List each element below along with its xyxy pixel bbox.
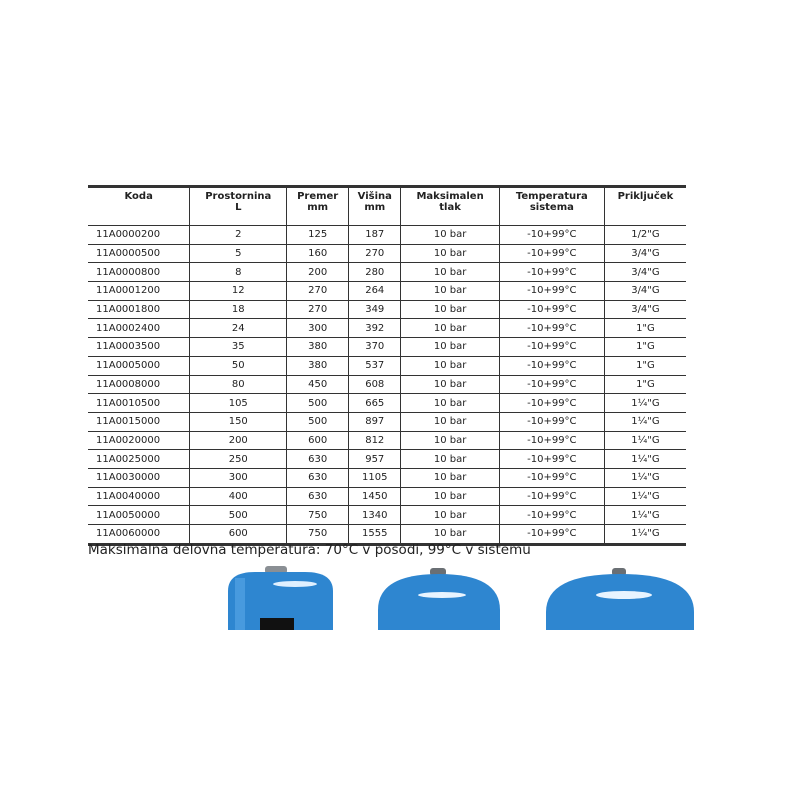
column-header bbox=[604, 187, 686, 226]
table-row bbox=[88, 356, 686, 375]
table-cell: -10+99°C bbox=[499, 244, 604, 263]
table-cell: 11A0005000 bbox=[88, 356, 190, 375]
table-cell: -10+99°C bbox=[499, 282, 604, 301]
table-row bbox=[88, 431, 686, 450]
table-cell: 10 bar bbox=[401, 468, 499, 487]
header-line-1: Koda bbox=[124, 191, 153, 202]
table-row bbox=[88, 300, 686, 319]
header-line-1: Priključek bbox=[617, 191, 674, 202]
table-cell: 8 bbox=[190, 263, 287, 282]
table-cell: 270 bbox=[349, 244, 401, 263]
table-cell: 18 bbox=[190, 300, 287, 319]
table-cell: 5 bbox=[190, 244, 287, 263]
column-header bbox=[190, 187, 287, 226]
table-cell: 250 bbox=[190, 450, 287, 469]
table-cell: 50 bbox=[190, 356, 287, 375]
table-cell: 11A0010500 bbox=[88, 394, 190, 413]
spec-table bbox=[88, 185, 686, 546]
table-cell: 10 bar bbox=[401, 263, 499, 282]
table-cell: 10 bar bbox=[401, 338, 499, 357]
header-line-2: mm bbox=[307, 202, 329, 213]
table-cell: -10+99°C bbox=[499, 468, 604, 487]
table-row bbox=[88, 506, 686, 525]
header-line-1: Prostornina bbox=[205, 191, 272, 202]
header-line-1: Premer bbox=[297, 191, 339, 202]
table-cell: 11A0000200 bbox=[88, 226, 190, 245]
table-cell: 10 bar bbox=[401, 487, 499, 506]
table-cell: 200 bbox=[190, 431, 287, 450]
table-cell: 392 bbox=[349, 319, 401, 338]
table-cell: 1¼"G bbox=[604, 468, 686, 487]
table-cell: 10 bar bbox=[401, 244, 499, 263]
table-cell: -10+99°C bbox=[499, 487, 604, 506]
tank-image-medium bbox=[376, 568, 502, 630]
table-cell: 264 bbox=[349, 282, 401, 301]
table-cell: 187 bbox=[349, 226, 401, 245]
table-cell: 10 bar bbox=[401, 394, 499, 413]
header-line-2: sistema bbox=[529, 202, 574, 213]
table-row bbox=[88, 263, 686, 282]
table-cell: 2 bbox=[190, 226, 287, 245]
table-cell: -10+99°C bbox=[499, 226, 604, 245]
table-cell: 500 bbox=[190, 506, 287, 525]
table-cell: 370 bbox=[349, 338, 401, 357]
table-cell: 3/4"G bbox=[604, 300, 686, 319]
table-row bbox=[88, 468, 686, 487]
table-cell: 270 bbox=[287, 282, 349, 301]
table-cell: 3/4"G bbox=[604, 244, 686, 263]
table-cell: -10+99°C bbox=[499, 263, 604, 282]
table-cell: 665 bbox=[349, 394, 401, 413]
table-cell: 10 bar bbox=[401, 356, 499, 375]
table-cell: 3/4"G bbox=[604, 282, 686, 301]
table-cell: 1¼"G bbox=[604, 431, 686, 450]
table-cell: 10 bar bbox=[401, 525, 499, 545]
table-cell: 1"G bbox=[604, 375, 686, 394]
table-header-row bbox=[88, 187, 686, 226]
table-cell: 10 bar bbox=[401, 300, 499, 319]
table-cell: 280 bbox=[349, 263, 401, 282]
table-row bbox=[88, 450, 686, 469]
table-cell: 380 bbox=[287, 356, 349, 375]
table-cell: 1/2"G bbox=[604, 226, 686, 245]
table-cell: 11A0060000 bbox=[88, 525, 190, 545]
table-cell: 1¼"G bbox=[604, 394, 686, 413]
table-cell: 1450 bbox=[349, 487, 401, 506]
header-line-2: L bbox=[235, 202, 242, 213]
table-cell: 11A0015000 bbox=[88, 412, 190, 431]
column-header bbox=[287, 187, 349, 226]
table-cell: 11A0030000 bbox=[88, 468, 190, 487]
table-cell: -10+99°C bbox=[499, 375, 604, 394]
table-cell: 10 bar bbox=[401, 375, 499, 394]
table-cell: 11A0025000 bbox=[88, 450, 190, 469]
table-cell: 24 bbox=[190, 319, 287, 338]
table-cell: -10+99°C bbox=[499, 356, 604, 375]
table-cell: 10 bar bbox=[401, 282, 499, 301]
table-row bbox=[88, 319, 686, 338]
column-header bbox=[401, 187, 499, 226]
header-line-2: tlak bbox=[439, 202, 461, 213]
table-cell: 11A0040000 bbox=[88, 487, 190, 506]
table-row bbox=[88, 394, 686, 413]
table-cell: 1¼"G bbox=[604, 525, 686, 545]
table-cell: 10 bar bbox=[401, 319, 499, 338]
table-row bbox=[88, 338, 686, 357]
table-cell: 125 bbox=[287, 226, 349, 245]
table-cell: 1¼"G bbox=[604, 412, 686, 431]
table-cell: 200 bbox=[287, 263, 349, 282]
table-cell: 1105 bbox=[349, 468, 401, 487]
table-cell: 812 bbox=[349, 431, 401, 450]
table-cell: 957 bbox=[349, 450, 401, 469]
table-cell: 11A0001800 bbox=[88, 300, 190, 319]
table-cell: 11A0000800 bbox=[88, 263, 190, 282]
table-cell: -10+99°C bbox=[499, 450, 604, 469]
table-cell: -10+99°C bbox=[499, 525, 604, 545]
column-header bbox=[349, 187, 401, 226]
table-cell: 1"G bbox=[604, 356, 686, 375]
max-temperature-note: Maksimalna delovna temperatura: 70°C v posodi, 99°C v sistemu bbox=[88, 542, 531, 558]
header-line-1: Višina bbox=[357, 191, 392, 202]
table-row bbox=[88, 226, 686, 245]
table-cell: 1¼"G bbox=[604, 487, 686, 506]
table-cell: 1¼"G bbox=[604, 450, 686, 469]
table-cell: 11A0001200 bbox=[88, 282, 190, 301]
table-cell: 1"G bbox=[604, 338, 686, 357]
table-cell: 10 bar bbox=[401, 450, 499, 469]
table-cell: 1¼"G bbox=[604, 506, 686, 525]
table-cell: -10+99°C bbox=[499, 319, 604, 338]
column-header bbox=[499, 187, 604, 226]
table-cell: -10+99°C bbox=[499, 300, 604, 319]
table-cell: 300 bbox=[190, 468, 287, 487]
table-cell: -10+99°C bbox=[499, 412, 604, 431]
table-cell: 80 bbox=[190, 375, 287, 394]
table-cell: 630 bbox=[287, 487, 349, 506]
table-cell: 11A0008000 bbox=[88, 375, 190, 394]
table-cell: 750 bbox=[287, 525, 349, 545]
table-cell: 537 bbox=[349, 356, 401, 375]
table-cell: 10 bar bbox=[401, 506, 499, 525]
table-cell: 380 bbox=[287, 338, 349, 357]
table-cell: 150 bbox=[190, 412, 287, 431]
table-cell: -10+99°C bbox=[499, 338, 604, 357]
table-cell: -10+99°C bbox=[499, 506, 604, 525]
table-row bbox=[88, 375, 686, 394]
table-row bbox=[88, 412, 686, 431]
table-cell: 600 bbox=[287, 431, 349, 450]
table-cell: 630 bbox=[287, 450, 349, 469]
table-cell: 1555 bbox=[349, 525, 401, 545]
table-cell: 270 bbox=[287, 300, 349, 319]
header-line-1: Temperatura bbox=[515, 191, 588, 202]
table-row bbox=[88, 244, 686, 263]
table-cell: 105 bbox=[190, 394, 287, 413]
table-cell: 3/4"G bbox=[604, 263, 686, 282]
table-cell: 11A0003500 bbox=[88, 338, 190, 357]
table-cell: 600 bbox=[190, 525, 287, 545]
table-cell: 450 bbox=[287, 375, 349, 394]
table-row bbox=[88, 487, 686, 506]
table-cell: 160 bbox=[287, 244, 349, 263]
table-cell: 608 bbox=[349, 375, 401, 394]
table-row bbox=[88, 282, 686, 301]
table-cell: 11A0000500 bbox=[88, 244, 190, 263]
table-cell: 630 bbox=[287, 468, 349, 487]
table-cell: 750 bbox=[287, 506, 349, 525]
table-cell: 10 bar bbox=[401, 412, 499, 431]
table-cell: -10+99°C bbox=[499, 394, 604, 413]
table-cell: 11A0050000 bbox=[88, 506, 190, 525]
table-cell: -10+99°C bbox=[499, 431, 604, 450]
table-cell: 897 bbox=[349, 412, 401, 431]
tank-image-large bbox=[544, 568, 696, 630]
header-line-2: mm bbox=[364, 202, 386, 213]
table-cell: 11A0020000 bbox=[88, 431, 190, 450]
header-line-1: Maksimalen bbox=[416, 191, 484, 202]
table-cell: 500 bbox=[287, 412, 349, 431]
table-cell: 11A0002400 bbox=[88, 319, 190, 338]
table-cell: 12 bbox=[190, 282, 287, 301]
table-cell: 1"G bbox=[604, 319, 686, 338]
table-cell: 35 bbox=[190, 338, 287, 357]
table-cell: 1340 bbox=[349, 506, 401, 525]
table-cell: 10 bar bbox=[401, 431, 499, 450]
table-cell: 349 bbox=[349, 300, 401, 319]
tank-image-small bbox=[225, 566, 337, 630]
table-cell: 10 bar bbox=[401, 226, 499, 245]
table-cell: 500 bbox=[287, 394, 349, 413]
table-cell: 400 bbox=[190, 487, 287, 506]
table-cell: 300 bbox=[287, 319, 349, 338]
column-header bbox=[88, 187, 190, 226]
